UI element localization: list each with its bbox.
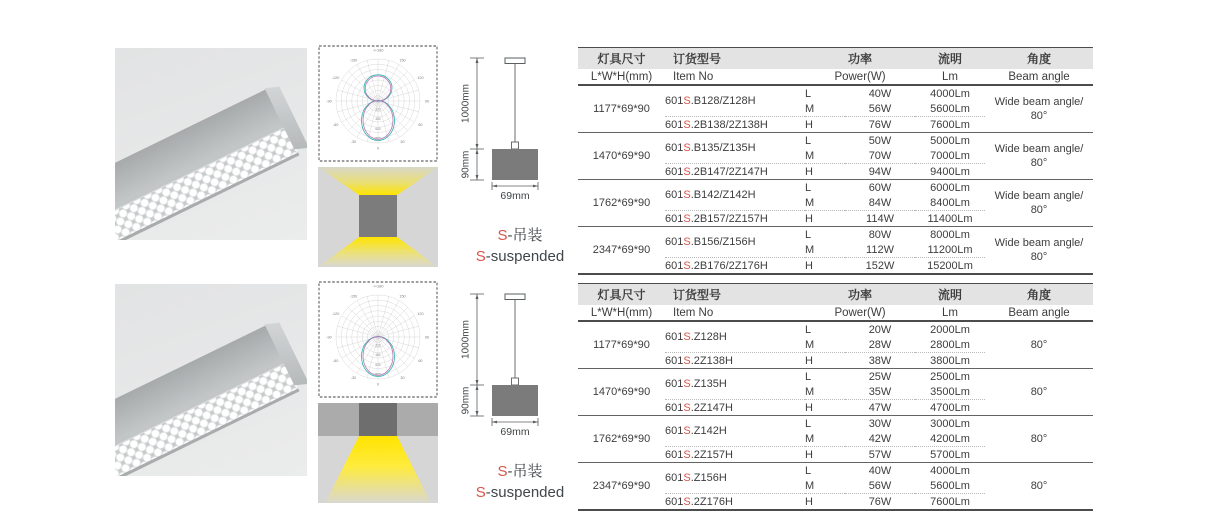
beam-angle-line: Wide beam angle/	[994, 142, 1084, 155]
product-photo	[115, 48, 307, 240]
item-no-cell	[665, 447, 805, 463]
watt-cell: 70W	[845, 148, 915, 164]
beam-angle-line: Wide beam angle/	[994, 95, 1084, 108]
item-no-rest: .Z142H	[690, 425, 727, 437]
svg-text:30: 30	[400, 376, 405, 381]
size-cell: 1177*69*90	[593, 339, 650, 351]
power-level-cell: L	[805, 87, 812, 100]
mount-prefix-en: S	[475, 484, 486, 501]
svg-text:120: 120	[417, 75, 424, 80]
watt-cell: 112W	[845, 242, 915, 258]
item-no-red: S	[683, 425, 691, 437]
watt-cell: 76W	[868, 118, 892, 131]
item-no-rest: .2Z176H	[690, 495, 733, 508]
power-level-cell: M	[805, 337, 845, 353]
power-level-cell: H	[805, 118, 813, 131]
svg-text:-120: -120	[331, 75, 340, 80]
item-no-cell	[665, 117, 805, 133]
svg-text:90mm: 90mm	[460, 386, 472, 415]
spec-table	[578, 283, 1093, 511]
watt-cell: 94W	[868, 165, 892, 178]
item-no-rest: .2B176/2Z176H	[690, 259, 768, 272]
beam-angle-cell	[985, 85, 1093, 133]
header-power-en: Power(W)	[805, 305, 915, 321]
power-level-cell: H	[805, 259, 813, 272]
item-no-prefix: 601	[665, 448, 684, 461]
watt-cell: 35W	[845, 384, 915, 400]
lumen-cell: 5000Lm	[930, 134, 970, 147]
svg-text:-150: -150	[349, 58, 358, 63]
svg-text:150: 150	[399, 294, 406, 299]
size-cell: 2347*69*90	[592, 244, 651, 256]
item-no-prefix: 601	[665, 259, 684, 272]
table-row-group	[578, 463, 1093, 511]
header-lumen-cn: 流明	[915, 284, 985, 306]
mount-label-cn	[440, 225, 600, 246]
lumen-cell: 6000Lm	[930, 181, 970, 194]
power-level-cell: L	[805, 134, 812, 147]
beam-angle-line: 80°	[1030, 385, 1048, 398]
watt-cell: 30W	[868, 417, 892, 430]
item-no-red: S	[683, 495, 691, 508]
watt-cell: 25W	[868, 370, 892, 383]
spec-table	[578, 47, 1093, 275]
item-no-cell	[665, 180, 805, 211]
header-angle-en: Beam angle	[985, 305, 1093, 321]
header-size-en: L*W*H(mm)	[578, 69, 665, 85]
header-lumen-cn: 流明	[915, 48, 985, 70]
item-no-red: S	[683, 142, 691, 154]
header-item-cn: 订货型号	[665, 48, 805, 70]
item-no-cell	[665, 227, 805, 258]
item-no-prefix: 601	[665, 354, 684, 367]
beam-angle-line: Wide beam angle/	[994, 189, 1084, 202]
item-no-cell	[665, 400, 805, 416]
photometric-polar-chart	[318, 281, 438, 398]
svg-text:800: 800	[375, 372, 381, 377]
watt-cell: 38W	[868, 354, 892, 367]
item-no-prefix: 601	[665, 212, 684, 225]
item-no-red: S	[683, 331, 691, 343]
product-section-down	[0, 281, 1209, 517]
header-size-cn: 灯具尺寸	[578, 48, 665, 70]
watt-cell: 20W	[868, 323, 892, 336]
lumen-cell: 11400Lm	[927, 212, 973, 225]
mount-text-cn: -吊装	[507, 227, 543, 244]
header-angle-cn: 角度	[985, 284, 1093, 306]
header-lumen-en: Lm	[915, 305, 985, 321]
mount-text-cn: -吊装	[507, 463, 543, 480]
item-no-prefix: 601	[665, 95, 684, 107]
watt-cell: 47W	[868, 401, 892, 414]
item-no-rest: .B142/Z142H	[690, 189, 756, 201]
header-size-en: L*W*H(mm)	[578, 305, 665, 321]
mount-prefix-cn: S	[497, 227, 508, 244]
beam-angle-line: 80°	[1030, 204, 1048, 216]
power-level-cell: M	[805, 148, 845, 164]
item-no-rest: .B128/Z128H	[690, 95, 756, 107]
svg-text:60: 60	[418, 358, 423, 363]
svg-text:60: 60	[418, 122, 423, 127]
linear-luminaire-image	[115, 89, 298, 240]
watt-cell: 152W	[865, 259, 895, 272]
watt-cell: 40W	[868, 87, 892, 100]
lumen-cell: 15200Lm	[927, 259, 973, 272]
beam-angle-line: 80°	[1030, 338, 1048, 351]
size-cell: 1470*69*90	[592, 386, 651, 398]
watt-cell: 28W	[845, 337, 915, 353]
power-level-cell: M	[805, 101, 845, 117]
power-level-cell: L	[805, 323, 812, 336]
table-row-group	[578, 133, 1093, 180]
spec-table-container	[578, 283, 1093, 511]
item-no-prefix: 601	[665, 472, 684, 484]
item-no-cell	[665, 416, 805, 447]
svg-text:-30: -30	[350, 376, 357, 381]
item-no-rest: .2Z157H	[690, 448, 733, 461]
power-level-cell: H	[805, 401, 813, 414]
svg-text:1000mm: 1000mm	[460, 320, 472, 359]
item-no-prefix: 601	[665, 118, 684, 131]
svg-text:0: 0	[376, 382, 380, 387]
item-no-rest: .2B147/2Z147H	[690, 165, 768, 178]
table-row-group	[578, 321, 1093, 369]
power-level-cell: H	[805, 212, 813, 225]
header-power-cn: 功率	[805, 48, 915, 70]
svg-text:320: 320	[375, 107, 381, 112]
svg-text:-/+180: -/+180	[372, 48, 384, 53]
svg-text:1000mm: 1000mm	[460, 84, 472, 123]
item-no-cell	[665, 494, 805, 511]
svg-text:69mm: 69mm	[500, 426, 530, 438]
item-no-rest: .2Z147H	[690, 401, 733, 414]
watt-cell: 56W	[845, 478, 915, 494]
item-no-rest: .2B138/2Z138H	[690, 118, 768, 131]
item-no-cell	[665, 369, 805, 400]
lumen-cell: 7600Lm	[930, 495, 970, 508]
svg-text:480: 480	[375, 117, 381, 122]
item-no-red: S	[683, 189, 691, 201]
item-no-rest: .2B157/2Z157H	[690, 212, 768, 225]
header-item-en: Item No	[665, 69, 805, 85]
svg-text:150: 150	[399, 58, 406, 63]
beam-angle-line: 80°	[1030, 110, 1048, 122]
svg-text:800: 800	[375, 136, 381, 141]
svg-text:640: 640	[375, 126, 381, 131]
watt-cell: 56W	[845, 101, 915, 117]
lumen-cell: 2800Lm	[915, 337, 985, 353]
power-level-cell: M	[805, 431, 845, 447]
lumen-cell: 4000Lm	[930, 87, 970, 100]
size-cell: 1762*69*90	[592, 433, 651, 445]
item-no-red: S	[683, 378, 691, 390]
power-level-cell: M	[805, 195, 845, 211]
lumen-cell: 8400Lm	[915, 195, 985, 211]
power-level-cell: L	[805, 370, 812, 383]
svg-text:-90: -90	[326, 99, 332, 104]
size-cell: 1470*69*90	[592, 150, 651, 162]
mount-type-label	[440, 461, 600, 503]
item-no-red: S	[683, 472, 691, 484]
lumen-cell: 2500Lm	[930, 370, 970, 383]
item-no-cell	[665, 353, 805, 369]
header-size-cn: 灯具尺寸	[578, 284, 665, 306]
fixture-cross-section	[359, 195, 397, 237]
svg-text:-90: -90	[326, 335, 332, 340]
table-row-group	[578, 227, 1093, 275]
header-lumen-en: Lm	[915, 69, 985, 85]
mount-label-en	[440, 246, 600, 267]
table-row-group	[578, 416, 1093, 463]
watt-cell: 42W	[845, 431, 915, 447]
power-level-cell: L	[805, 464, 812, 477]
svg-text:640: 640	[375, 362, 381, 367]
item-no-prefix: 601	[665, 189, 684, 201]
power-level-cell: L	[805, 417, 812, 430]
mount-text-en: -suspended	[485, 248, 565, 265]
svg-text:-120: -120	[331, 311, 340, 316]
item-no-prefix: 601	[665, 401, 684, 414]
svg-text:90: 90	[424, 99, 430, 104]
watt-cell: 57W	[868, 448, 892, 461]
svg-text:480: 480	[375, 353, 381, 358]
beam-angle-cell	[985, 416, 1093, 463]
item-no-rest: .Z156H	[690, 472, 727, 484]
beam-angle-cell	[985, 227, 1093, 275]
item-no-red: S	[683, 118, 691, 131]
mount-type-label	[440, 225, 600, 267]
svg-text:-60: -60	[332, 358, 339, 363]
svg-text:-/+180: -/+180	[372, 284, 384, 289]
lumen-cell: 9400Lm	[930, 165, 970, 178]
lumen-cell: 7000Lm	[915, 148, 985, 164]
item-no-red: S	[683, 165, 691, 178]
watt-cell: 114W	[866, 212, 894, 225]
size-cell: 1177*69*90	[593, 103, 650, 115]
svg-text:-30: -30	[350, 140, 357, 145]
item-no-cell	[665, 463, 805, 494]
beam-angle-cell	[985, 180, 1093, 227]
beam-angle-line: 80°	[1030, 432, 1048, 445]
header-power-en: Power(W)	[805, 69, 915, 85]
product-section-updown	[0, 45, 1209, 281]
watt-cell: 50W	[868, 134, 892, 147]
photometric-polar-chart	[318, 45, 438, 162]
table-row-group	[578, 85, 1093, 133]
item-no-red: S	[683, 212, 691, 225]
beam-distribution-illustration	[318, 167, 438, 267]
svg-text:-60: -60	[332, 122, 339, 127]
item-no-red: S	[683, 448, 691, 461]
downlight-beam	[318, 237, 438, 267]
lumen-cell: 5600Lm	[915, 101, 985, 117]
svg-text:30: 30	[400, 140, 405, 145]
svg-text:320: 320	[375, 343, 381, 348]
mount-label-cn	[440, 461, 600, 482]
power-level-cell: H	[805, 495, 813, 508]
mount-prefix-cn: S	[497, 463, 508, 480]
power-level-cell: H	[805, 354, 813, 367]
svg-text:69mm: 69mm	[500, 190, 530, 202]
item-no-rest: .B156/Z156H	[690, 236, 756, 248]
size-cell: 1762*69*90	[592, 197, 651, 209]
header-item-cn: 订货型号	[665, 284, 805, 306]
lumen-cell: 3000Lm	[930, 417, 970, 430]
size-cell: 2347*69*90	[592, 480, 651, 492]
svg-text:90: 90	[424, 335, 430, 340]
item-no-red: S	[683, 354, 691, 367]
lumen-cell: 2000Lm	[930, 323, 970, 336]
lumen-cell: 4700Lm	[930, 401, 970, 414]
mount-label-en	[440, 482, 600, 503]
item-no-prefix: 601	[665, 495, 684, 508]
item-no-prefix: 601	[665, 378, 684, 390]
power-level-cell: M	[805, 384, 845, 400]
item-no-rest: .Z135H	[690, 378, 727, 390]
svg-text:120: 120	[417, 311, 424, 316]
lumen-cell: 7600Lm	[930, 118, 970, 131]
lumen-cell: 8000Lm	[930, 228, 970, 241]
item-no-red: S	[683, 95, 691, 107]
svg-text:90mm: 90mm	[460, 150, 472, 179]
item-no-cell	[665, 85, 805, 117]
item-no-prefix: 601	[665, 236, 684, 248]
watt-cell: 84W	[845, 195, 915, 211]
spec-table-container	[578, 47, 1093, 275]
item-no-prefix: 601	[665, 142, 684, 154]
beam-angle-line: 80°	[1030, 157, 1048, 169]
power-level-cell: L	[805, 228, 812, 241]
beam-angle-line: 80°	[1030, 479, 1048, 492]
item-no-rest: .Z128H	[690, 331, 727, 343]
item-no-cell	[665, 133, 805, 164]
dimension-drawing	[455, 286, 585, 441]
header-angle-en: Beam angle	[985, 69, 1093, 85]
watt-cell: 80W	[868, 228, 892, 241]
mount-prefix-en: S	[475, 248, 486, 265]
beam-angle-cell	[985, 133, 1093, 180]
beam-angle-line: 80°	[1030, 251, 1048, 263]
product-photo	[115, 284, 307, 476]
header-power-cn: 功率	[805, 284, 915, 306]
watt-cell: 60W	[868, 181, 892, 194]
item-no-cell	[665, 164, 805, 180]
lumen-cell: 5700Lm	[930, 448, 970, 461]
lumen-cell: 4000Lm	[930, 464, 970, 477]
beam-angle-cell	[985, 463, 1093, 511]
watt-cell: 40W	[868, 464, 892, 477]
svg-text:-150: -150	[349, 294, 358, 299]
lumen-cell: 3500Lm	[915, 384, 985, 400]
power-level-cell: H	[805, 165, 813, 178]
fixture-cross-section	[359, 403, 397, 436]
svg-text:0: 0	[376, 146, 380, 151]
item-no-prefix: 601	[665, 165, 684, 178]
lumen-cell: 11200Lm	[915, 242, 985, 258]
table-row-group	[578, 180, 1093, 227]
item-no-cell	[665, 211, 805, 227]
power-level-cell: M	[805, 478, 845, 494]
dimension-drawing	[455, 50, 585, 205]
lumen-cell: 4200Lm	[915, 431, 985, 447]
item-no-rest: .2Z138H	[690, 354, 733, 367]
item-no-prefix: 601	[665, 425, 684, 437]
header-angle-cn: 角度	[985, 48, 1093, 70]
item-no-rest: .B135/Z135H	[690, 142, 756, 154]
power-level-cell: H	[805, 448, 813, 461]
power-level-cell: M	[805, 242, 845, 258]
uplight-beam	[318, 167, 438, 195]
lumen-cell: 5600Lm	[915, 478, 985, 494]
item-no-prefix: 601	[665, 331, 684, 343]
table-row-group	[578, 369, 1093, 416]
photometric-diagram	[318, 281, 438, 398]
item-no-red: S	[683, 259, 691, 272]
photometric-diagram	[318, 45, 438, 162]
linear-luminaire-image	[115, 325, 298, 476]
power-level-cell: L	[805, 181, 812, 194]
item-no-cell	[665, 321, 805, 353]
beam-distribution-illustration	[318, 403, 438, 503]
mount-text-en: -suspended	[485, 484, 565, 501]
beam-angle-line: Wide beam angle/	[994, 236, 1084, 249]
downlight-beam	[318, 436, 438, 503]
header-item-en: Item No	[665, 305, 805, 321]
item-no-red: S	[683, 236, 691, 248]
lumen-cell: 3800Lm	[930, 354, 970, 367]
beam-angle-cell	[985, 369, 1093, 416]
beam-angle-cell	[985, 321, 1093, 369]
item-no-red: S	[683, 401, 691, 414]
item-no-cell	[665, 258, 805, 275]
watt-cell: 76W	[868, 495, 892, 508]
